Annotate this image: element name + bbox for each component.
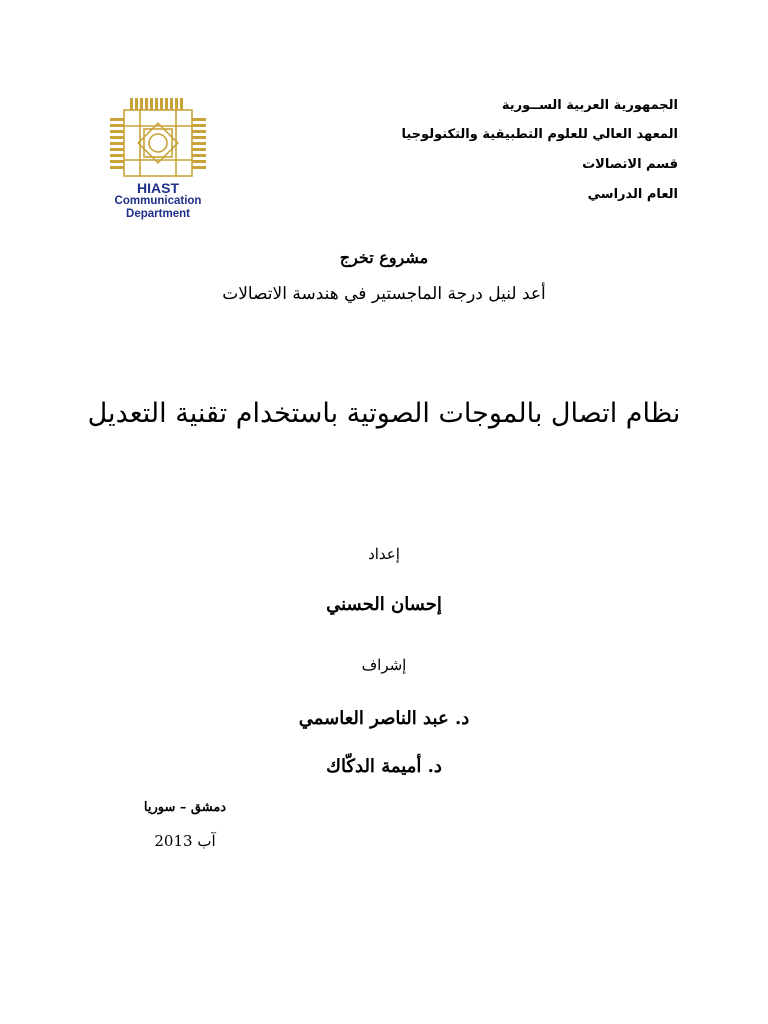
institute-name: المعهد العالي للعلوم التطبيقية والتكنولوجيا (401, 127, 678, 142)
project-label: مشروع تخرج (339, 248, 429, 267)
author-name: إحسان الحسني (326, 594, 442, 615)
thesis-title: نظام اتصال بالموجات الصوتية باستخدام تقنية التعديل (87, 398, 681, 429)
degree-statement: أعد لنيل درجة الماجستير في هندسة الاتصالات (222, 284, 546, 304)
supervision-label: إشراف (361, 656, 407, 674)
prepared-by-label: إعداد (368, 545, 400, 563)
hiast-logo (103, 96, 213, 231)
academic-year: العام الدراسي (587, 187, 678, 202)
supervisor-1: د. عبد الناصر العاسمي (298, 708, 470, 729)
logo-title: HIAST (137, 180, 179, 196)
department-name: قسم الاتصالات (582, 157, 678, 172)
country-name: الجمهورية العربية الســورية (501, 98, 678, 113)
logo-subtitle-1: Communication (114, 195, 202, 207)
place: دمشق – سوريا (143, 800, 227, 815)
date: آب 2013 (154, 832, 216, 850)
logo-subtitle-2: Department (126, 208, 190, 220)
hiast-emblem-icon (108, 96, 208, 182)
supervisor-2: د. أميمة الدكّاك (326, 756, 442, 777)
